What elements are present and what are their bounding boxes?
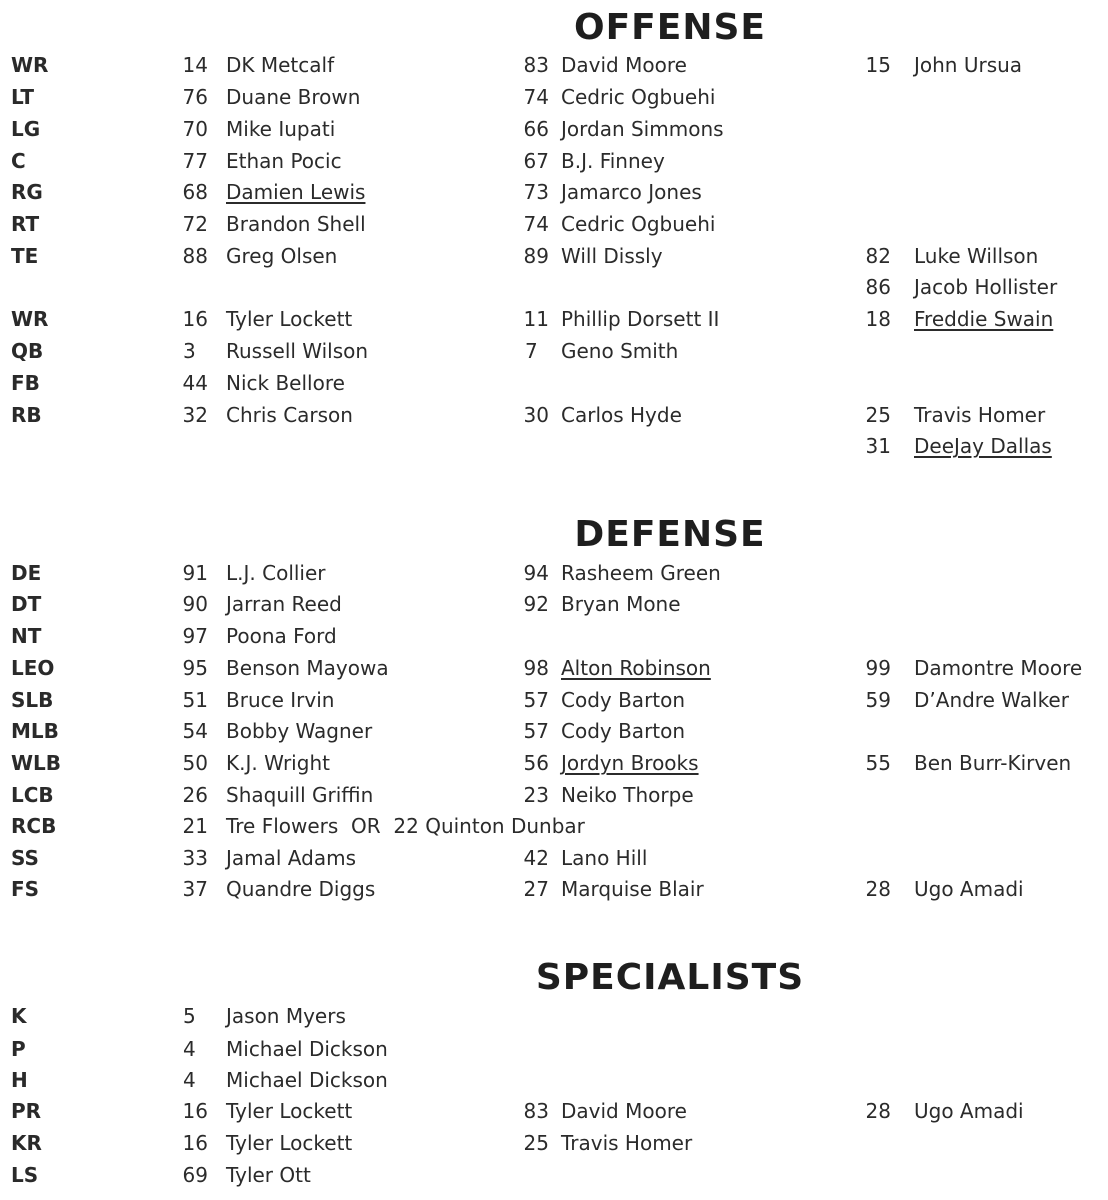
player-name-rookie: Alton Robinson xyxy=(561,656,711,680)
position-label: RCB xyxy=(11,814,57,838)
depth-row-offense-lg xyxy=(0,114,1108,144)
jersey-number: 50 xyxy=(182,751,208,775)
depth-row-offense-te-extra xyxy=(0,272,1108,302)
player-name: D’Andre Walker xyxy=(914,688,1069,712)
depth-row-specialists-p xyxy=(0,1034,1108,1064)
player-name-rookie: DeeJay Dallas xyxy=(914,434,1052,458)
player-name-rookie: Jordyn Brooks xyxy=(561,751,699,775)
offense-heading: OFFENSE xyxy=(573,7,767,48)
jersey-number: 91 xyxy=(182,561,208,585)
player-name: Poona Ford xyxy=(226,624,337,648)
player-name: Rasheem Green xyxy=(561,561,721,585)
jersey-number: 28 xyxy=(865,1099,891,1123)
player-name: Michael Dickson xyxy=(226,1037,388,1061)
jersey-number: 74 xyxy=(523,85,549,109)
jersey-number: 28 xyxy=(865,877,891,901)
jersey-number: 25 xyxy=(865,403,891,427)
player-name: L.J. Collier xyxy=(226,561,326,585)
jersey-number: 92 xyxy=(523,592,549,616)
depth-row-defense-wlb xyxy=(0,748,1108,778)
player-name: Ugo Amadi xyxy=(914,1099,1024,1123)
jersey-number: 16 xyxy=(182,307,208,331)
player-name: Quandre Diggs xyxy=(226,877,376,901)
depth-row-defense-de xyxy=(0,558,1108,588)
position-label: P xyxy=(11,1037,26,1061)
position-label: NT xyxy=(11,624,42,648)
player-name: Neiko Thorpe xyxy=(561,783,694,807)
jersey-number: 16 xyxy=(182,1131,208,1155)
position-label: PR xyxy=(11,1099,42,1123)
player-name-rookie: Freddie Swain xyxy=(914,307,1054,331)
jersey-number: 82 xyxy=(865,244,891,268)
jersey-number: 76 xyxy=(182,85,208,109)
player-name: Ugo Amadi xyxy=(914,877,1024,901)
jersey-number: 37 xyxy=(182,877,208,901)
jersey-number: 44 xyxy=(182,371,208,395)
depth-row-offense-lt xyxy=(0,82,1108,112)
jersey-number: 7 xyxy=(525,339,538,363)
player-name: Russell Wilson xyxy=(226,339,369,363)
jersey-number: 21 xyxy=(182,814,208,838)
player-name: Jacob Hollister xyxy=(914,275,1058,299)
position-label: RB xyxy=(11,403,42,427)
position-label: TE xyxy=(11,244,39,268)
player-name: Nick Bellore xyxy=(226,371,345,395)
player-name-rookie: Damien Lewis xyxy=(226,180,366,204)
jersey-number: 27 xyxy=(523,877,549,901)
jersey-number: 4 xyxy=(183,1037,196,1061)
player-name: Carlos Hyde xyxy=(561,403,682,427)
depth-row-offense-rg xyxy=(0,177,1108,207)
jersey-number: 95 xyxy=(182,656,208,680)
position-label: FS xyxy=(11,877,40,901)
jersey-number: 23 xyxy=(523,783,549,807)
depth-row-offense-c xyxy=(0,146,1108,176)
depth-row-specialists-kr xyxy=(0,1128,1108,1158)
depth-row-offense-wr2 xyxy=(0,304,1108,334)
jersey-number: 56 xyxy=(523,751,549,775)
jersey-number: 68 xyxy=(182,180,208,204)
position-label: KR xyxy=(11,1131,42,1155)
player-name: Tyler Lockett xyxy=(226,307,353,331)
position-label: WR xyxy=(11,53,49,77)
position-label: DT xyxy=(11,592,42,616)
jersey-number: 57 xyxy=(523,688,549,712)
player-name: DK Metcalf xyxy=(226,53,335,77)
depth-row-defense-lcb xyxy=(0,780,1108,810)
depth-row-offense-rt xyxy=(0,209,1108,239)
jersey-number: 15 xyxy=(865,53,891,77)
position-label: C xyxy=(11,149,26,173)
player-name: Cody Barton xyxy=(561,688,686,712)
position-label: LCB xyxy=(11,783,54,807)
player-name: Chris Carson xyxy=(226,403,353,427)
specialists-heading: SPECIALISTS xyxy=(535,957,805,998)
depth-row-specialists-pr xyxy=(0,1096,1108,1126)
jersey-number: 32 xyxy=(182,403,208,427)
player-name: Ben Burr-Kirven xyxy=(914,751,1072,775)
player-name: David Moore xyxy=(561,1099,687,1123)
position-label: LG xyxy=(11,117,41,141)
position-label: RG xyxy=(11,180,43,204)
player-name: Geno Smith xyxy=(561,339,679,363)
player-name: Tyler Ott xyxy=(226,1163,311,1187)
jersey-number: 99 xyxy=(865,656,891,680)
player-name: Tyler Lockett xyxy=(226,1131,353,1155)
position-label: WR xyxy=(11,307,49,331)
position-label: FB xyxy=(11,371,40,395)
player-name: Phillip Dorsett II xyxy=(561,307,720,331)
jersey-number: 67 xyxy=(523,149,549,173)
depth-row-defense-nt xyxy=(0,621,1108,651)
depth-row-offense-fb xyxy=(0,368,1108,398)
jersey-number: 89 xyxy=(523,244,549,268)
position-label: K xyxy=(11,1004,27,1028)
player-name: Luke Willson xyxy=(914,244,1039,268)
jersey-number: 70 xyxy=(182,117,208,141)
position-label: QB xyxy=(11,339,44,363)
jersey-number: 14 xyxy=(182,53,208,77)
position-label: RT xyxy=(11,212,40,236)
player-name: Mike Iupati xyxy=(226,117,336,141)
player-name: B.J. Finney xyxy=(561,149,665,173)
jersey-number: 4 xyxy=(183,1068,196,1092)
position-label: SLB xyxy=(11,688,54,712)
jersey-number: 31 xyxy=(865,434,891,458)
player-name: Greg Olsen xyxy=(226,244,338,268)
depth-row-defense-mlb xyxy=(0,716,1108,746)
position-label: LT xyxy=(11,85,35,109)
player-name: Marquise Blair xyxy=(561,877,704,901)
jersey-number: 59 xyxy=(865,688,891,712)
jersey-number: 97 xyxy=(182,624,208,648)
jersey-number: 86 xyxy=(865,275,891,299)
jersey-number: 57 xyxy=(523,719,549,743)
player-name: Cedric Ogbuehi xyxy=(561,85,716,109)
depth-row-specialists-h xyxy=(0,1065,1108,1095)
depth-row-offense-qb xyxy=(0,336,1108,366)
depth-row-offense-rb-extra xyxy=(0,431,1108,461)
jersey-number: 51 xyxy=(182,688,208,712)
depth-row-specialists-ls xyxy=(0,1160,1108,1190)
jersey-number: 83 xyxy=(523,53,549,77)
position-label: H xyxy=(11,1068,28,1092)
jersey-number: 5 xyxy=(183,1004,196,1028)
player-name: Travis Homer xyxy=(561,1131,693,1155)
jersey-number: 55 xyxy=(865,751,891,775)
player-name: Will Dissly xyxy=(561,244,663,268)
jersey-number: 3 xyxy=(183,339,196,363)
player-name: Brandon Shell xyxy=(226,212,366,236)
depth-row-offense-rb xyxy=(0,400,1108,430)
jersey-number: 25 xyxy=(523,1131,549,1155)
player-name: Bobby Wagner xyxy=(226,719,373,743)
player-name: Bruce Irvin xyxy=(226,688,335,712)
jersey-number: 69 xyxy=(182,1163,208,1187)
defense-heading: DEFENSE xyxy=(574,514,766,555)
jersey-number: 88 xyxy=(182,244,208,268)
position-label: LS xyxy=(11,1163,39,1187)
jersey-number: 30 xyxy=(523,403,549,427)
jersey-number: 90 xyxy=(182,592,208,616)
player-name: Jamarco Jones xyxy=(561,180,702,204)
jersey-number: 74 xyxy=(523,212,549,236)
jersey-number: 18 xyxy=(865,307,891,331)
player-name: Benson Mayowa xyxy=(226,656,389,680)
jersey-number: 42 xyxy=(523,846,549,870)
player-name: Jason Myers xyxy=(226,1004,346,1028)
depth-row-defense-slb xyxy=(0,685,1108,715)
player-name: Jordan Simmons xyxy=(561,117,724,141)
jersey-number: 98 xyxy=(523,656,549,680)
jersey-number: 33 xyxy=(182,846,208,870)
jersey-number: 66 xyxy=(523,117,549,141)
depth-row-offense-te xyxy=(0,241,1108,271)
jersey-number: 16 xyxy=(182,1099,208,1123)
jersey-number: 77 xyxy=(182,149,208,173)
player-name: Duane Brown xyxy=(226,85,361,109)
position-label: SS xyxy=(11,846,39,870)
jersey-number: 54 xyxy=(182,719,208,743)
depth-row-defense-leo xyxy=(0,653,1108,683)
position-label: LEO xyxy=(11,656,55,680)
position-label: DE xyxy=(11,561,42,585)
position-label: MLB xyxy=(11,719,59,743)
player-name: Travis Homer xyxy=(914,403,1046,427)
jersey-number: 26 xyxy=(182,783,208,807)
depth-row-defense-fs xyxy=(0,874,1108,904)
player-name: Cody Barton xyxy=(561,719,686,743)
player-name: Cedric Ogbuehi xyxy=(561,212,716,236)
player-name: Jarran Reed xyxy=(226,592,342,616)
player-name: Jamal Adams xyxy=(226,846,356,870)
player-name: Damontre Moore xyxy=(914,656,1083,680)
jersey-number: 83 xyxy=(523,1099,549,1123)
depth-row-defense-ss xyxy=(0,843,1108,873)
player-name: Michael Dickson xyxy=(226,1068,388,1092)
jersey-number: 94 xyxy=(523,561,549,585)
player-name: Lano Hill xyxy=(561,846,648,870)
player-name: K.J. Wright xyxy=(226,751,330,775)
jersey-number: 11 xyxy=(523,307,549,331)
position-label: WLB xyxy=(11,751,62,775)
player-name: Shaquill Griffin xyxy=(226,783,374,807)
depth-row-specialists-k xyxy=(0,1001,1108,1031)
player-name: David Moore xyxy=(561,53,687,77)
player-name: Ethan Pocic xyxy=(226,149,342,173)
player-name: Tre Flowers OR 22 Quinton Dunbar xyxy=(226,814,585,838)
depth-row-defense-rcb xyxy=(0,811,1108,841)
jersey-number: 72 xyxy=(182,212,208,236)
player-name: John Ursua xyxy=(914,53,1023,77)
jersey-number: 73 xyxy=(523,180,549,204)
depth-row-defense-dt xyxy=(0,589,1108,619)
player-name: Bryan Mone xyxy=(561,592,681,616)
depth-row-offense-wr xyxy=(0,50,1108,80)
player-name: Tyler Lockett xyxy=(226,1099,353,1123)
